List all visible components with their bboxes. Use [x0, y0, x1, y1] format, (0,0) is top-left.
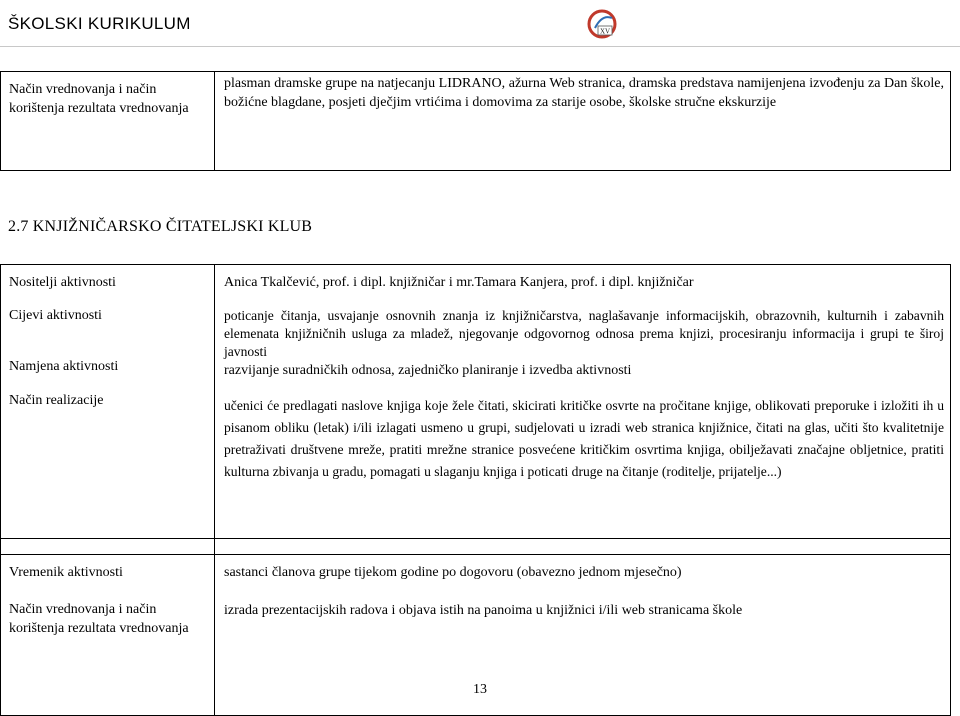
activity-table: [0, 264, 951, 716]
label-nacin-vrednovanja: Način vrednovanja i način korištenja rezultata vrednovanja: [9, 602, 189, 636]
value-column: [215, 265, 951, 539]
label-vremenik: Vremenik aktivnosti: [9, 565, 123, 580]
label-nositelji: Nositelji aktivnosti: [9, 275, 116, 290]
table-row: [1, 72, 951, 171]
label-cijevi: Cijevi aktivnosti: [9, 308, 102, 323]
label-cell: Način vrednovanja i način korištenja rezultata vrednovanja: [1, 72, 215, 171]
value-cijevi: poticanje čitanja, usvajanje osnovnih znanja iz knjižničarstva, naglašavanje informacijskih, obrazovnih, kulturnih i zabavnih elemenata knjižničnih usluga za mladež, njegovanje odgovornog odnosa prema knjizi, procesiranju informacija i grupi te široj javnosti: [224, 308, 944, 359]
label-nacin-realizacije: Način realizacije: [9, 393, 104, 408]
label-column: [1, 265, 215, 539]
school-logo-icon: [585, 6, 619, 42]
spacer-cell: [1, 539, 215, 555]
value-nacin-realizacije: učenici će predlagati naslove knjiga koje žele čitati, skicirati kritičke osvrte na pročitane knjige, oblikovati preporuke i izložiti ih u pisanom obliku (letak) i/ili izlagati usmeno u grupi, sudjelovati u izradi web stranica knjižnice, čitati na glas, učiti što kvalitetnije pretraživati društvene mreže, pratiti mrežne stranice posvećene kritičkim osvrtima knjiga, obilježavati značajne obljetnice, pratiti kulturna zbivanja u gradu, pomagati u slaganju knjiga i poticati druge na čitanje (roditelje, prijatelje...): [224, 398, 944, 479]
document-header-title: ŠKOLSKI KURIKULUM: [8, 14, 191, 33]
value-cell: plasman dramske grupe na natjecanju LIDRANO, ažurna Web stranica, dramska predstava namijenjena izvođenju za Dan škole, božićne blagdane, posjeti dječjim vrtićima i domovima za starije osobe, školske stručne ekskurzije: [215, 72, 951, 171]
table-row: [1, 265, 951, 539]
table-row-spacer: [1, 539, 951, 555]
value-namjena: razvijanje suradničkih odnosa, zajedničko planiranje i izvedba aktivnosti: [224, 363, 632, 378]
evaluation-table-top: [0, 71, 951, 171]
page-number: 13: [473, 682, 487, 697]
label-namjena: Namjena aktivnosti: [9, 359, 119, 374]
value-nacin-vrednovanja: izrada prezentacijskih radova i objava istih na panoima u knjižnici i/ili web stranicama škole: [224, 603, 743, 618]
logo-text: XV: [599, 27, 611, 36]
header-divider: [0, 46, 960, 47]
value-vremenik: sastanci članova grupe tijekom godine po dogovoru (obavezno jednom mjesečno): [224, 565, 682, 580]
spacer-cell: [215, 539, 951, 555]
value-nositelji: Anica Tkalčević, prof. i dipl. knjižničar i mr.Tamara Kanjera, prof. i dipl. knjižničar: [224, 275, 694, 290]
section-heading: 2.7 KNJIŽNIČARSKO ČITATELJSKI KLUB: [8, 218, 313, 235]
